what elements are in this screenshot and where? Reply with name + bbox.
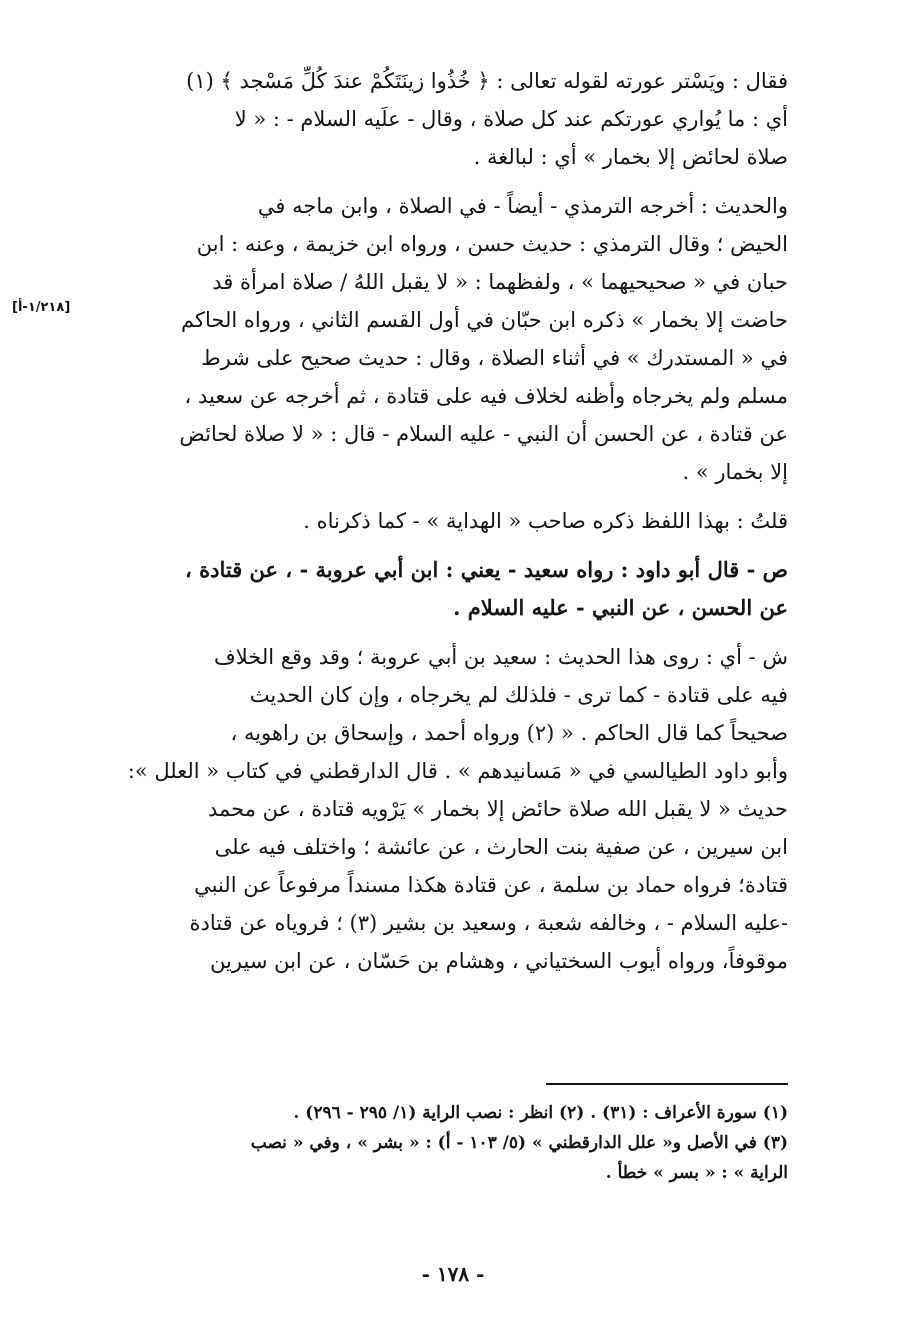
paragraph-hadith-sources bbox=[104, 187, 788, 491]
text-line: صلاة لحائض إلا بخمار » أي : لبالغة . bbox=[473, 145, 788, 169]
text-line: قلتُ : بهذا اللفظ ذكره صاحب « الهداية » - كما ذكرناه . bbox=[303, 509, 788, 533]
text-line: حبان في « صحيحيهما » ، ولفظهما : « لا يقبل اللهُ / صلاة امرأة قد bbox=[212, 270, 788, 294]
text-line: مسلم ولم يخرجاه وأظنه لخلاف فيه على قتادة ، ثم أخرجه عن سعيد ، bbox=[184, 384, 788, 408]
paragraph-verse bbox=[104, 62, 788, 176]
text-line: وأبو داود الطيالسي في « مَسانيدهم » . قال الدارقطني في كتاب « العلل »: bbox=[127, 759, 788, 783]
text-line: عن قتادة ، عن الحسن أن النبي - عليه السلام - قال : « لا صلاة لحائض bbox=[179, 422, 788, 446]
footnote-line: (٣) في الأصل و« علل الدارقطني » (٥/ ١٠٣ - أ) : « بشر » ، وفي « نصب bbox=[250, 1133, 788, 1153]
text-line: في « المستدرك » في أثناء الصلاة ، وقال : حديث صحيح على شرط bbox=[201, 346, 788, 370]
page-number: - ١٧٨ - bbox=[421, 1262, 485, 1286]
text-line: فقال : ويَسْتر عورته لقوله تعالى : ﴿ خُذُوا زينَتَكُمْ عندَ كُلِّ مَسْجد ﴾ (١) bbox=[186, 69, 788, 93]
text-line: صحيحاً كما قال الحاكم . « (٢) ورواه أحمد ، وإسحاق بن راهويه ، bbox=[230, 721, 788, 745]
text-line: فيه على قتادة - كما ترى - فلذلك لم يخرجاه ، وإن كان الحديث bbox=[249, 683, 788, 707]
text-line: ش - أي : روى هذا الحديث : سعيد بن أبي عروبة ؛ وقد وقع الخلاف bbox=[214, 645, 788, 669]
footnotes bbox=[104, 1098, 788, 1188]
text-line: حديث « لا يقبل الله صلاة حائض إلا بخمار » يَرْويه قتادة ، عن محمد bbox=[207, 797, 788, 821]
text-line: إلا بخمار » . bbox=[682, 460, 788, 484]
paragraph-qultu bbox=[104, 502, 788, 540]
text-line: حاضت إلا بخمار » ذكره ابن حبّان في أول القسم الثاني ، ورواه الحاكم bbox=[181, 308, 788, 332]
footnote-separator bbox=[546, 1083, 788, 1085]
footnote-line: الراية » : « بسر » خطأ . bbox=[605, 1163, 788, 1183]
main-text bbox=[104, 62, 788, 991]
footnote-line: (١) سورة الأعراف : (٣١) . (٢) انظر : نصب الراية (١/ ٢٩٥ - ٢٩٦) . bbox=[293, 1103, 788, 1123]
text-line: قتادة؛ فرواه حماد بن سلمة ، عن قتادة هكذا مسنداً مرفوعاً عن النبي bbox=[194, 873, 788, 897]
text-line: أي : ما يُواري عورتكم عند كل صلاة ، وقال - علَيه السلام - : « لا bbox=[234, 107, 788, 131]
margin-manuscript-ref: [١/٢١٨-أ] bbox=[12, 300, 71, 315]
text-line: موقوفاً، ورواه أيوب السختياني ، وهشام بن حَسّان ، عن ابن سيرين bbox=[210, 949, 788, 973]
text-line: والحديث : أخرجه الترمذي - أيضاً - في الصلاة ، وابن ماجه في bbox=[257, 194, 788, 218]
text-line: ص - قال أبو داود : رواه سعيد - يعني : ابن أبي عروبة - ، عن قتادة ، bbox=[185, 557, 788, 582]
paragraph-sharh-commentary bbox=[104, 638, 788, 980]
paragraph-sad-text bbox=[104, 551, 788, 627]
text-line: ابن سيرين ، عن صفية بنت الحارث ، عن عائشة ؛ واختلف فيه على bbox=[214, 835, 788, 859]
text-line: عن الحسن ، عن النبي - عليه السلام . bbox=[453, 595, 788, 620]
text-line: الحيض ؛ وقال الترمذي : حديث حسن ، ورواه ابن خزيمة ، وعنه : ابن bbox=[196, 232, 788, 256]
text-line: -عليه السلام - ، وخالفه شعبة ، وسعيد بن بشير (٣) ؛ فروياه عن قتادة bbox=[189, 911, 788, 935]
